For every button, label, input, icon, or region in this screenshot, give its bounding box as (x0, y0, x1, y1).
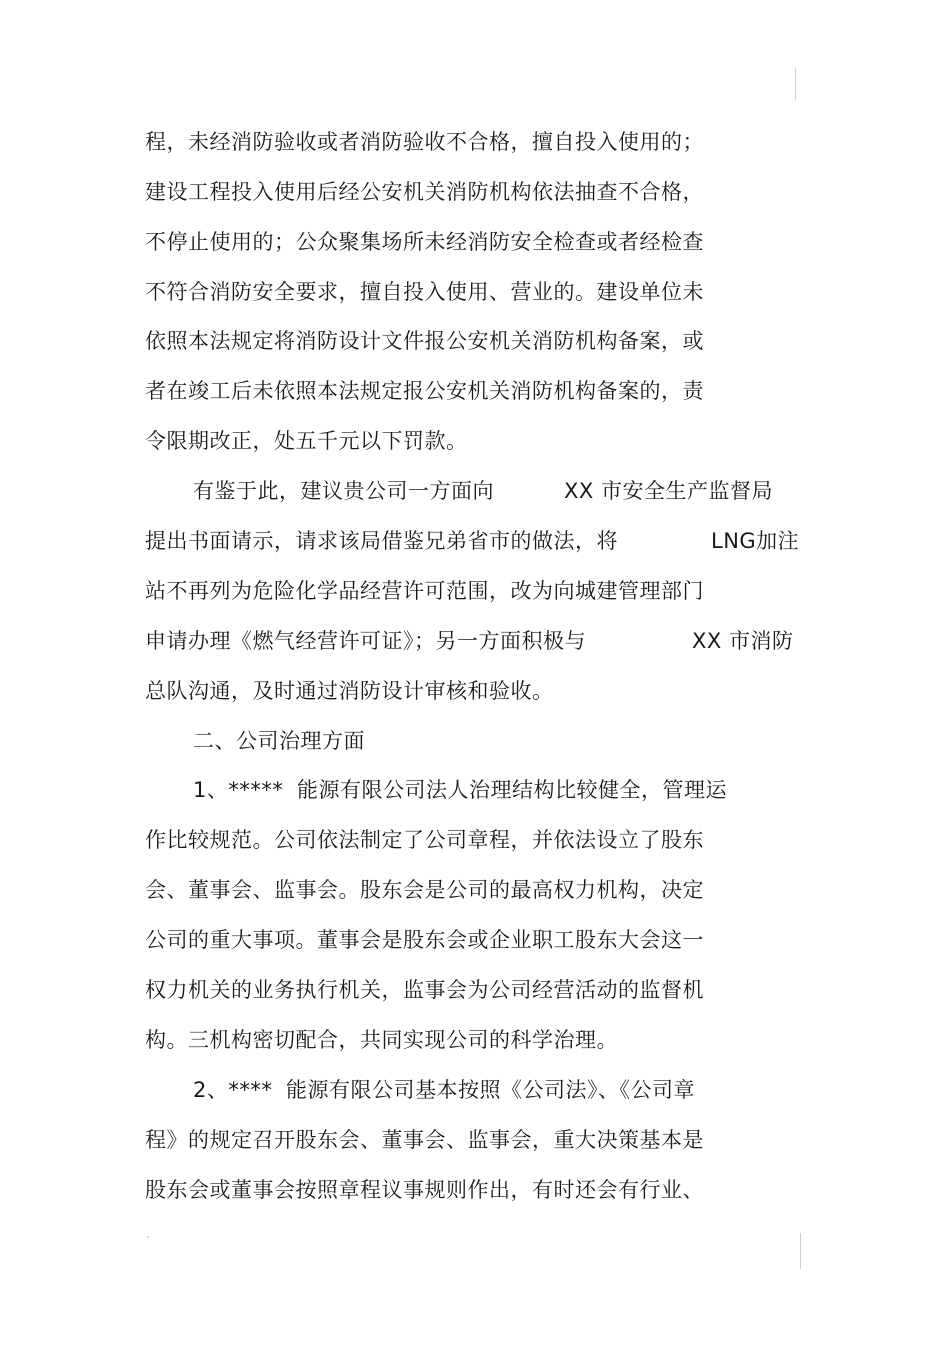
text-line: 程，未经消防验收或者消防验收不合格，擅自投入使用的； (145, 130, 704, 154)
text-segment: 申请办理《燃气经营许可证》；另一方面积极与 (145, 629, 586, 653)
section-heading: 二、公司治理方面 (193, 729, 365, 753)
text-line: 依照本法规定将消防设计文件报公安机关消防机构备案，或 (145, 329, 704, 353)
page-speck (147, 1236, 149, 1238)
text-line: 公司的重大事项。董事会是股东会或企业职工股东大会这一 (145, 928, 704, 952)
text-line: 者在竣工后未依照本法规定报公安机关消防机构备案的，责 (145, 379, 704, 403)
text-line: 建设工程投入使用后经公安机关消防机构依法抽查不合格， (145, 180, 704, 204)
text-line: 程》的规定召开股东会、董事会、监事会，重大决策基本是 (145, 1128, 704, 1152)
page-edge-mark (795, 68, 796, 100)
text-segment: 能源有限公司基本按照《公司法》、《公司章 (286, 1078, 695, 1102)
text-line: 不停止使用的；公众聚集场所未经消防安全检查或者经检查 (145, 230, 704, 254)
text-segment: 有鉴于此，建议贵公司一方面向 (193, 479, 494, 503)
text-line: 权力机关的业务执行机关，监事会为公司经营活动的监督机 (145, 978, 704, 1002)
text-segment: 2、**** (193, 1078, 273, 1102)
text-line: 令限期改正，处五千元以下罚款。 (145, 429, 468, 453)
text-segment: 1、***** (193, 778, 284, 802)
text-segment: 提出书面请示，请求该局借鉴兄弟省市的做法，将 (145, 529, 618, 553)
text-line: 不符合消防安全要求，擅自投入使用、营业的。建设单位未 (145, 280, 704, 304)
text-line: 站不再列为危险化学品经营许可范围，改为向城建管理部门 (145, 579, 704, 603)
text-line: 构。三机构密切配合，共同实现公司的科学治理。 (145, 1028, 618, 1052)
text-segment: XX 市消防 (692, 629, 794, 653)
text-line: 股东会或董事会按照章程议事规则作出，有时还会有行业、 (145, 1178, 704, 1202)
text-line: 总队沟通，及时通过消防设计审核和验收。 (145, 679, 554, 703)
text-segment: 能源有限公司法人治理结构比较健全，管理运 (297, 778, 727, 802)
text-line: 会、董事会、监事会。股东会是公司的最高权力机构，决定 (145, 878, 704, 902)
text-segment: XX 市安全生产监督局 (564, 479, 773, 503)
text-line: 作比较规范。公司依法制定了公司章程，并依法设立了股东 (145, 828, 704, 852)
text-segment: LNG加注 (711, 529, 800, 553)
page-edge-mark (800, 1233, 801, 1269)
